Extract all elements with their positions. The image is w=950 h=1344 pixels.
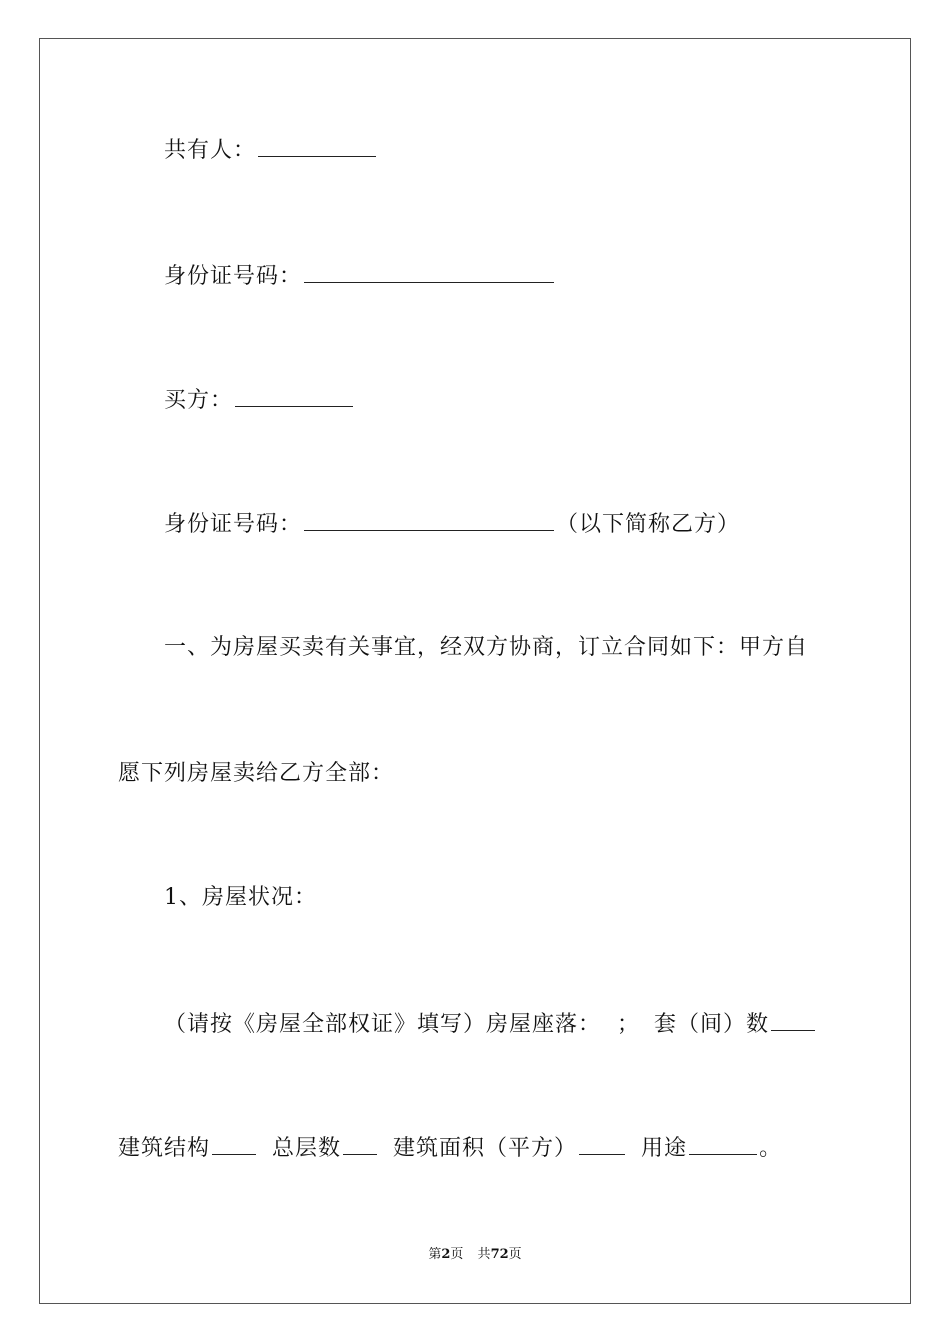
- buyer-id-suffix: （以下简称乙方）: [556, 512, 741, 537]
- clause1-text-1: 一、为房屋买卖有关事宜，经双方协商，订立合同如下：甲方自: [164, 635, 809, 660]
- item1-floors-blank: [343, 1134, 377, 1155]
- coowner-label: 共有人：: [164, 138, 257, 163]
- item1-line2: [118, 1134, 782, 1163]
- page-frame: [39, 38, 911, 1304]
- buyer-blank: [235, 386, 353, 407]
- item1-title: 1、房屋状况：: [164, 885, 317, 910]
- footer-total-prefix: 共: [477, 1247, 491, 1262]
- buyer-id-line: [164, 510, 740, 539]
- item1-period: 。: [759, 1136, 783, 1161]
- clause1-line1: [164, 634, 808, 662]
- item1-rooms-label: 套（间）数: [654, 1012, 770, 1037]
- item1-area-blank: [579, 1134, 625, 1155]
- item1-structure-label: 建筑结构: [118, 1136, 211, 1161]
- footer-page-prefix: 第: [428, 1247, 442, 1262]
- item1-structure-blank: [212, 1134, 256, 1155]
- footer-page-number: 2: [441, 1247, 451, 1262]
- item1-usage-label: 用途: [641, 1136, 688, 1161]
- coowner-line: [164, 136, 378, 165]
- item1-rooms-blank: [771, 1010, 815, 1031]
- coowner-id-blank: [304, 262, 554, 283]
- item1-title-line: [164, 884, 317, 912]
- coowner-blank: [258, 136, 376, 157]
- buyer-line: [164, 386, 355, 415]
- item1-area-label: 建筑面积（平方）: [393, 1136, 578, 1161]
- buyer-id-blank: [304, 510, 554, 531]
- coowner-id-line: [164, 262, 556, 291]
- buyer-label: 买方：: [164, 388, 234, 413]
- buyer-id-label: 身份证号码：: [164, 512, 303, 537]
- coowner-id-label: 身份证号码：: [164, 264, 303, 289]
- footer-total-pages: 72: [490, 1247, 509, 1262]
- page-footer: [0, 1246, 950, 1264]
- footer-total-suffix: 页: [508, 1247, 522, 1262]
- item1-location-label: （请按《房屋全部权证》填写）房屋座落：: [164, 1012, 602, 1037]
- clause1-text-2: 愿下列房屋卖给乙方全部：: [118, 761, 395, 786]
- item1-location-semicolon: ；: [617, 1012, 641, 1037]
- clause1-line2: [118, 760, 394, 788]
- item1-usage-blank: [689, 1134, 757, 1155]
- item1-line1: [164, 1010, 817, 1039]
- footer-page-suffix: 页: [450, 1247, 464, 1262]
- item1-floors-label: 总层数: [272, 1136, 342, 1161]
